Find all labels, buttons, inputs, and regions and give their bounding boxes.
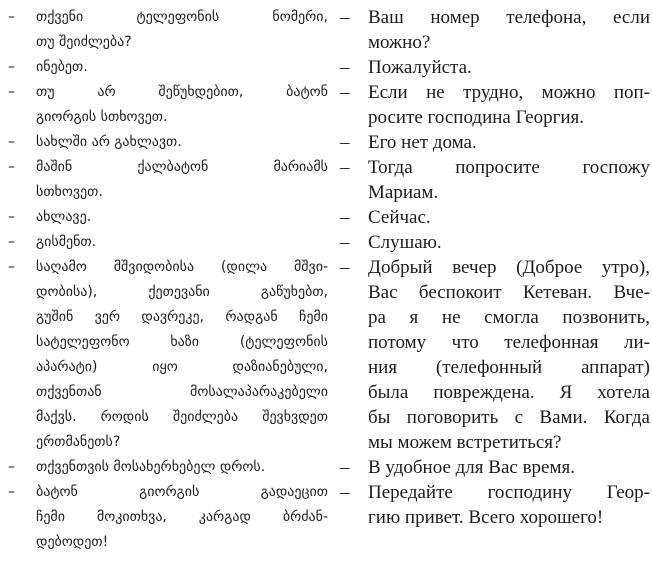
dialogue-line: потому что телефонная ли- <box>368 332 650 353</box>
dialogue-dash: – <box>8 459 15 475</box>
dialogue-line: ახლავე. <box>36 209 92 225</box>
dialogue-line: росите господина Георгия. <box>368 107 585 128</box>
dialogue-line: სახლში არ გახლავთ. <box>36 134 182 150</box>
dialogue-line: თქვენთვის მოსახერხებელ დროს. <box>36 459 266 475</box>
dialogue-dash: – <box>340 207 350 228</box>
dialogue-line: საღამო მშვიდობისა (დილა მშვი- <box>36 259 328 275</box>
russian-column <box>338 5 650 563</box>
dialogue-line: Его нет дома. <box>368 132 477 153</box>
dialogue-turn <box>338 230 650 255</box>
dialogue-line: ния (телефонный аппарат) <box>368 357 650 378</box>
dialogue-line: გუშინ ვერ დავრეკე, რადგან ჩემი <box>36 309 328 325</box>
dialogue-line: В удобное для Вас время. <box>368 457 575 478</box>
dialogue-dash: – <box>8 484 15 500</box>
dialogue-line: გიორგის სთხოვეთ. <box>36 109 168 125</box>
dialogue-line: მაქვს. როდის შეიძლება შევხვდეთ <box>36 409 328 425</box>
dialogue-line: Тогда попросите госпожу <box>368 157 650 178</box>
dialogue-dash: – <box>340 132 350 153</box>
dialogue-line: Если не трудно, можно поп- <box>368 82 650 103</box>
dialogue-turn <box>338 455 650 480</box>
dialogue-dash: – <box>340 232 350 253</box>
dialogue-turn <box>338 130 650 155</box>
dialogue-line: თუ არ შეწუხდებით, ბატონ <box>36 84 328 100</box>
dialogue-dash: – <box>340 7 350 28</box>
dialogue-dash: – <box>340 457 350 478</box>
dialogue-turn <box>6 480 328 555</box>
dialogue-turn <box>6 130 328 155</box>
dialogue-turn <box>338 255 650 455</box>
dialogue-turn <box>338 5 650 55</box>
dialogue-line: გისმენთ. <box>36 234 97 250</box>
georgian-column <box>6 5 328 563</box>
dialogue-turn <box>338 155 650 205</box>
dialogue-line: Сейчас. <box>368 207 431 228</box>
dialogue-line: Слушаю. <box>368 232 442 253</box>
dialogue-line: დობისა), ქეთევანი გაწუხებთ, <box>36 284 328 300</box>
dialogue-line: бы поговорить с Вами. Когда <box>368 407 650 428</box>
dialogue-turn <box>6 55 328 80</box>
dialogue-line: ერთმანეთს? <box>36 434 121 450</box>
dialogue-line: თქვენთან მოსალაპარაკებელი <box>36 384 328 400</box>
dialogue-dash: – <box>340 257 350 278</box>
dialogue-turn <box>6 230 328 255</box>
dialogue-dash: – <box>8 9 15 25</box>
dialogue-turn <box>6 80 328 130</box>
dialogue-dash: – <box>340 82 350 103</box>
dialogue-dash: – <box>8 134 15 150</box>
dialogue-turn <box>338 205 650 230</box>
dialogue-turn <box>6 5 328 55</box>
dialogue-turn <box>6 255 328 455</box>
dialogue-turn <box>338 55 650 80</box>
dialogue-dash: – <box>8 84 15 100</box>
dialogue-line: დებოდეთ! <box>36 534 109 550</box>
dialogue-dash: – <box>8 159 15 175</box>
dialogue-line: ბატონ გიორგის გადაეცით <box>36 484 328 500</box>
dialogue-line: была повреждена. Я хотела <box>368 382 650 403</box>
dialogue-line: მაშინ ქალბატონ მარიამს <box>36 159 328 175</box>
dialogue-turn <box>6 205 328 230</box>
dialogue-turn <box>6 155 328 205</box>
dialogue-line: ра я не смогла позвонить, <box>368 307 650 328</box>
dialogue-line: можно? <box>368 32 431 53</box>
dialogue-line: აპარატი) იყო დაზიანებული, <box>36 359 328 375</box>
dialogue-line: Вас беспокоит Кетеван. Вче- <box>368 282 650 303</box>
dialogue-line: ჩემი მოკითხვა, კარგად ბრძან- <box>36 509 328 525</box>
dialogue-line: гию привет. Всего хорошего! <box>368 507 604 528</box>
dialogue-dash: – <box>8 259 15 275</box>
dialogue-line: სთხოვეთ. <box>36 184 103 200</box>
dialogue-dash: – <box>8 209 15 225</box>
dialogue-turn <box>6 455 328 480</box>
dialogue-line: мы можем встретиться? <box>368 432 562 453</box>
dialogue-line: Пожалуйста. <box>368 57 472 78</box>
dialogue-line: ინებეთ. <box>36 59 88 75</box>
dialogue-line: თქვენი ტელეფონის ნომერი, <box>36 9 328 25</box>
dialogue-line: თუ შეიძლება? <box>36 34 132 50</box>
dialogue-line: სატელეფონო ხაზი (ტელეფონის <box>36 334 328 350</box>
dialogue-dash: – <box>340 57 350 78</box>
dialogue-turn <box>338 480 650 530</box>
dialogue-line: Передайте господину Геор- <box>368 482 650 503</box>
dialogue-line: Добрый вечер (Доброе утро), <box>368 257 650 278</box>
dialogue-line: Мариам. <box>368 182 439 203</box>
dialogue-dash: – <box>8 234 15 250</box>
dialogue-line: Ваш номер телефона, если <box>368 7 650 28</box>
dialogue-dash: – <box>340 157 350 178</box>
dialogue-turn <box>338 80 650 130</box>
dialogue-dash: – <box>8 59 15 75</box>
dialogue-dash: – <box>340 482 350 503</box>
